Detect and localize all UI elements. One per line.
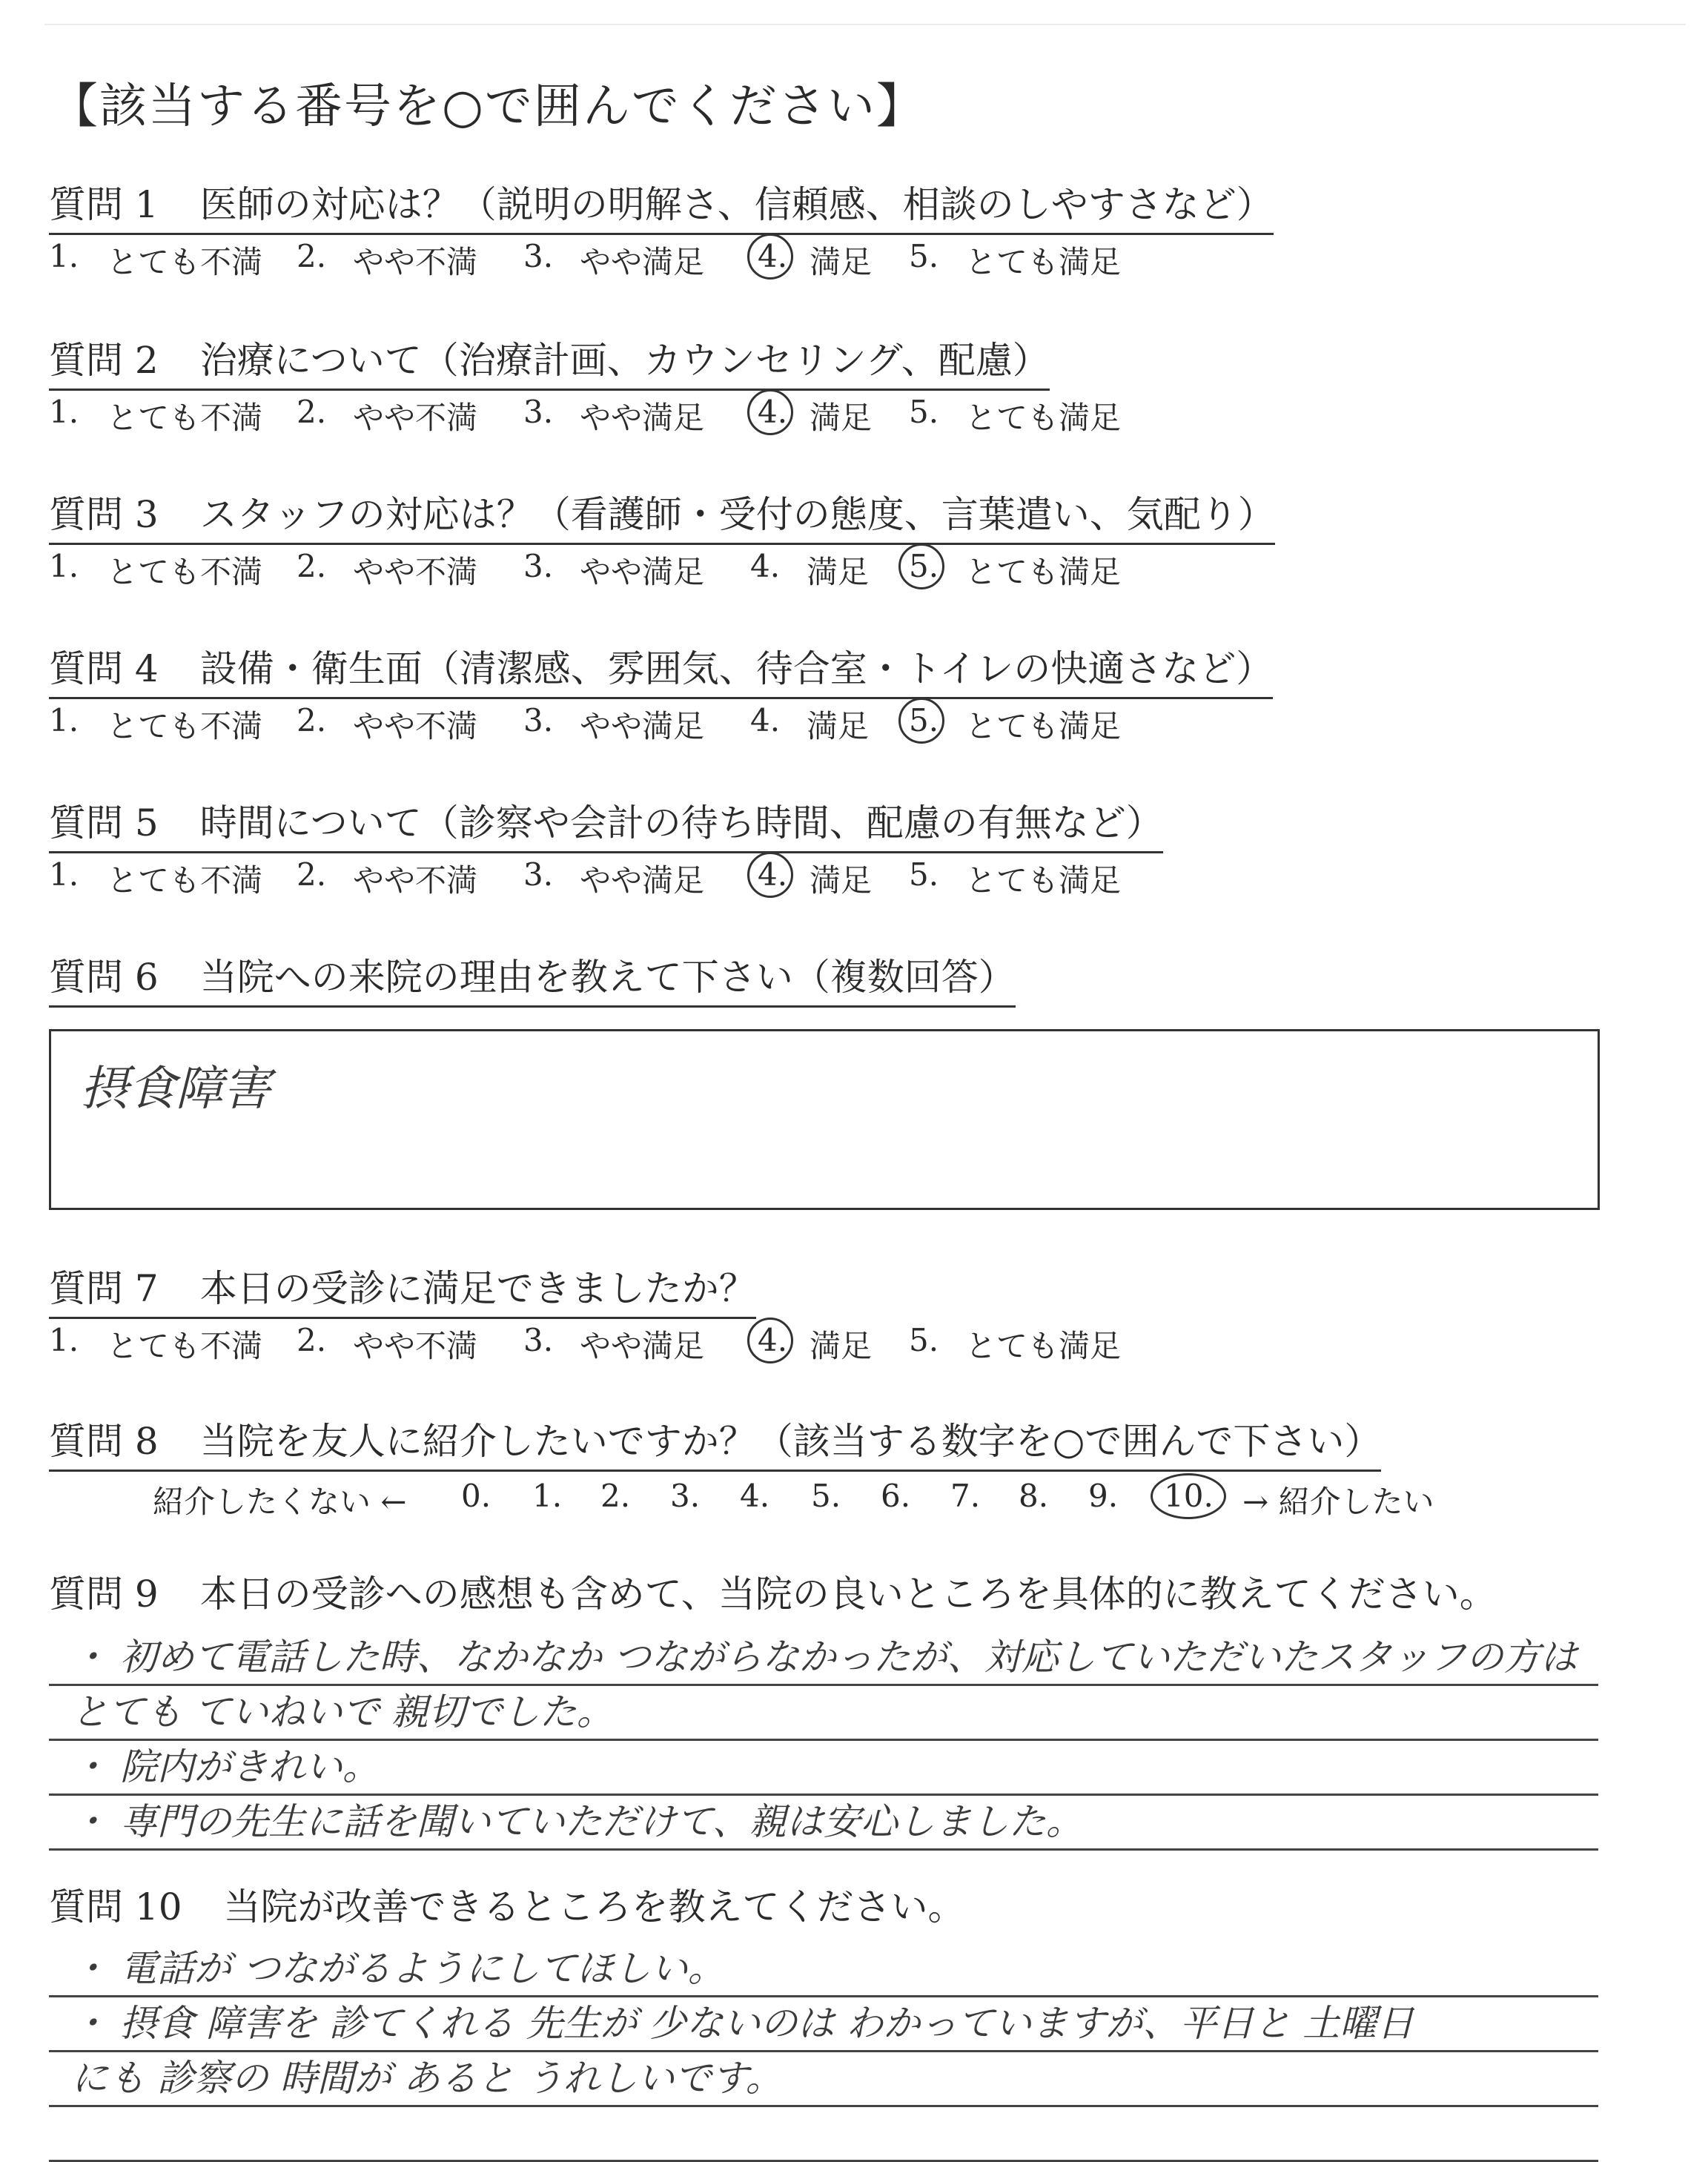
option-number: 3. <box>523 702 554 738</box>
option-3[interactable] <box>523 1322 553 1358</box>
option-number: 5. <box>909 856 939 893</box>
option-label: とても不満 <box>107 554 263 590</box>
top-rule <box>44 24 1686 25</box>
handwritten-answer: とても ていねいで 親切でした。 <box>71 1690 614 1733</box>
option-number: 2. <box>297 548 327 584</box>
question-number: 質問 10 <box>49 1885 182 1928</box>
rating-scale <box>49 1322 1650 1366</box>
option-number: 3. <box>523 1322 554 1358</box>
question-7 <box>49 1259 1650 1366</box>
option-5[interactable] <box>909 702 939 738</box>
scale-number-2[interactable]: 2. <box>600 1478 631 1514</box>
selection-circle <box>898 698 944 744</box>
question-number: 質問 7 <box>49 1267 159 1310</box>
question-text: 本日の受診への感想も含めて、当院の良いところを具体的に教えてください。 <box>199 1573 1497 1616</box>
question-5 <box>49 793 1650 901</box>
option-5[interactable] <box>909 394 939 430</box>
option-number: 2. <box>297 702 327 738</box>
handwritten-answer: ・ 専門の先生に話を聞いていただけて、親は安心しました。 <box>71 1800 1083 1843</box>
option-number: 3. <box>523 856 554 893</box>
handwritten-answer: ・ 電話が つながるようにしてほしい。 <box>71 1947 725 1990</box>
scale-right-label: → 紹介したい <box>1242 1484 1434 1520</box>
option-label: やや不満 <box>353 554 478 590</box>
option-number: 1. <box>49 702 79 738</box>
scale-left-label: 紹介したくない ← <box>153 1484 407 1520</box>
question-title <box>49 331 1050 391</box>
option-label: やや不満 <box>353 1328 478 1364</box>
option-number: 10. <box>1164 1478 1214 1514</box>
answer-line <box>49 2052 1598 2107</box>
selection-circle <box>898 543 944 589</box>
question-text: 当院が改善できるところを教えてください。 <box>223 1885 965 1928</box>
question-number: 質問 3 <box>49 493 159 536</box>
scale-number-0[interactable]: 0. <box>461 1478 491 1514</box>
option-number: 3. <box>523 394 554 430</box>
selection-circle <box>747 234 793 280</box>
option-4[interactable] <box>758 1322 787 1358</box>
option-2[interactable] <box>297 856 326 893</box>
question-number: 質問 6 <box>49 956 159 999</box>
option-number: 4. <box>758 238 788 274</box>
option-label: とても満足 <box>965 1328 1122 1364</box>
option-number: 4. <box>750 702 781 738</box>
recommend-scale <box>49 1478 1650 1522</box>
question-text: 医師の対応は？（説明の明解さ、信頼感、相談のしやすさなど） <box>199 183 1274 226</box>
option-label: やや不満 <box>353 862 478 899</box>
question-text: 当院への来院の理由を教えて下さい（複数回答） <box>199 956 1016 999</box>
option-number: 5. <box>909 702 939 738</box>
answer-line <box>49 2107 1598 2162</box>
option-1[interactable] <box>49 702 79 738</box>
option-label: やや満足 <box>580 244 705 280</box>
scale-number-1[interactable]: 1. <box>532 1478 563 1514</box>
option-label: やや満足 <box>580 1328 705 1364</box>
scale-number-4[interactable]: 4. <box>740 1478 770 1514</box>
answer-line <box>49 1943 1598 1997</box>
option-number: 1. <box>49 394 79 430</box>
question-title <box>49 1259 756 1319</box>
option-label: とても満足 <box>965 400 1122 436</box>
option-4[interactable] <box>750 548 780 584</box>
option-label: やや不満 <box>353 400 478 436</box>
option-1[interactable] <box>49 394 79 430</box>
answer-line <box>49 1686 1598 1741</box>
option-label: とても不満 <box>107 1328 263 1364</box>
option-label: とても満足 <box>965 708 1122 744</box>
option-2[interactable] <box>297 548 326 584</box>
option-label: とても不満 <box>107 708 263 744</box>
selection-circle <box>747 852 793 898</box>
option-3[interactable] <box>523 394 553 430</box>
option-label: 満足 <box>810 400 873 436</box>
option-2[interactable] <box>297 238 326 274</box>
answer-line <box>49 1997 1598 2052</box>
option-3[interactable] <box>523 548 553 584</box>
question-title <box>49 175 1274 235</box>
question-title <box>49 1412 1381 1472</box>
q10-answer-lines[interactable] <box>49 1943 1598 2162</box>
question-number: 質問 5 <box>49 801 159 844</box>
rating-scale <box>49 856 1650 901</box>
question-title <box>49 948 1016 1008</box>
question-text: 治療について（治療計画、カウンセリング、配慮） <box>199 339 1050 382</box>
question-text: 時間について（診察や会計の待ち時間、配慮の有無など） <box>199 801 1163 844</box>
option-3[interactable] <box>523 238 553 274</box>
question-4 <box>49 639 1650 747</box>
option-label: とても満足 <box>965 862 1122 899</box>
option-number: 1. <box>49 548 79 584</box>
option-5[interactable] <box>909 238 939 274</box>
option-label: やや満足 <box>580 862 705 899</box>
scale-number-7[interactable]: 7. <box>950 1478 981 1514</box>
option-2[interactable] <box>297 702 326 738</box>
option-2[interactable] <box>297 394 326 430</box>
option-number: 3. <box>523 238 554 274</box>
question-text: 本日の受診に満足できましたか？ <box>199 1267 756 1310</box>
option-number: 1. <box>49 1322 79 1358</box>
question-8 <box>49 1412 1650 1522</box>
rating-scale <box>49 548 1650 592</box>
option-number: 4. <box>758 1322 788 1358</box>
question-1 <box>49 175 1650 282</box>
scale-number-8[interactable]: 8. <box>1019 1478 1049 1514</box>
question-9 <box>49 1564 1650 1622</box>
question-title <box>49 793 1163 853</box>
option-4[interactable] <box>758 856 787 893</box>
selection-circle <box>1151 1473 1226 1519</box>
option-label: とても不満 <box>107 400 263 436</box>
option-number: 5. <box>909 394 939 430</box>
scale-number-9[interactable]: 9. <box>1088 1478 1119 1514</box>
option-label: とても不満 <box>107 862 263 899</box>
question-text: スタッフの対応は？（看護師・受付の態度、言葉遣い、気配り） <box>199 493 1275 536</box>
option-label: とても満足 <box>965 554 1122 590</box>
question-2 <box>49 331 1650 438</box>
option-label: 満足 <box>807 708 870 744</box>
option-5[interactable] <box>909 1322 939 1358</box>
question-number: 質問 8 <box>49 1420 159 1463</box>
option-number: 3. <box>523 548 554 584</box>
q6-answer-box[interactable] <box>49 1029 1600 1210</box>
answer-line <box>49 1741 1598 1796</box>
answer-line <box>49 1796 1598 1851</box>
scale-number-3[interactable]: 3. <box>670 1478 701 1514</box>
option-4[interactable] <box>750 702 780 738</box>
option-number: 2. <box>297 1322 327 1358</box>
option-1[interactable] <box>49 548 79 584</box>
question-number: 質問 2 <box>49 339 159 382</box>
question-6 <box>49 948 1650 1008</box>
q6-handwritten-answer: 摂食障害 <box>81 1062 271 1117</box>
question-title <box>49 639 1273 699</box>
question-text: 設備・衛生面（清潔感、雰囲気、待合室・トイレの快適さなど） <box>199 647 1274 690</box>
option-number: 2. <box>297 856 327 893</box>
option-number: 5. <box>909 238 939 274</box>
option-2[interactable] <box>297 1322 326 1358</box>
option-3[interactable] <box>523 856 553 893</box>
scale-number-5[interactable]: 5. <box>811 1478 841 1514</box>
option-3[interactable] <box>523 702 553 738</box>
option-number: 1. <box>49 856 79 893</box>
option-5[interactable] <box>909 856 939 893</box>
option-number: 2. <box>297 394 327 430</box>
option-label: やや満足 <box>580 554 705 590</box>
instruction-heading: 【該当する番号を○で囲んでください】 <box>50 79 925 134</box>
option-number: 4. <box>750 548 781 584</box>
handwritten-answer: にも 診察の 時間が あると うれしいです。 <box>71 2057 783 2100</box>
option-5[interactable] <box>909 548 939 584</box>
question-3 <box>49 485 1650 592</box>
option-label: やや不満 <box>353 708 478 744</box>
question-title <box>49 485 1275 545</box>
question-title <box>49 1877 965 1935</box>
option-1[interactable] <box>49 1322 79 1358</box>
option-label: やや不満 <box>353 244 478 280</box>
question-10 <box>49 1877 1650 1935</box>
question-number: 質問 1 <box>49 183 159 226</box>
q9-answer-lines[interactable] <box>49 1631 1598 1851</box>
handwritten-answer: ・ 摂食 障害を 診てくれる 先生が 少ないのは わかっていますが、平日と 土曜日 <box>71 2002 1414 2045</box>
option-number: 4. <box>758 856 788 893</box>
option-label: 満足 <box>807 554 870 590</box>
option-number: 4. <box>758 394 788 430</box>
question-number: 質問 9 <box>49 1573 159 1616</box>
rating-scale <box>49 394 1650 438</box>
option-4[interactable] <box>758 394 787 430</box>
scale-number-10[interactable] <box>1164 1478 1214 1514</box>
handwritten-answer: ・ 初めて電話した時、なかなか つながらなかったが、対応していただいたスタッフの方は <box>71 1636 1578 1679</box>
option-1[interactable] <box>49 238 79 274</box>
option-4[interactable] <box>758 238 787 274</box>
option-label: とても不満 <box>107 244 263 280</box>
option-number: 5. <box>909 1322 939 1358</box>
option-label: 満足 <box>810 1328 873 1364</box>
scale-number-6[interactable]: 6. <box>881 1478 911 1514</box>
option-label: やや満足 <box>580 400 705 436</box>
option-1[interactable] <box>49 856 79 893</box>
selection-circle <box>747 389 793 435</box>
option-number: 5. <box>909 548 939 584</box>
question-number: 質問 4 <box>49 647 159 690</box>
question-text: 当院を友人に紹介したいですか？（該当する数字を○で囲んで下さい） <box>199 1420 1382 1463</box>
handwritten-answer: ・ 院内がきれい。 <box>71 1745 380 1788</box>
rating-scale <box>49 238 1650 282</box>
option-label: 満足 <box>810 244 873 280</box>
option-label: とても満足 <box>965 244 1122 280</box>
option-label: やや満足 <box>580 708 705 744</box>
option-number: 2. <box>297 238 327 274</box>
option-label: 満足 <box>810 862 873 899</box>
answer-line <box>49 1631 1598 1686</box>
question-title <box>49 1564 1497 1622</box>
option-number: 1. <box>49 238 79 274</box>
selection-circle <box>747 1318 793 1363</box>
rating-scale <box>49 702 1650 747</box>
